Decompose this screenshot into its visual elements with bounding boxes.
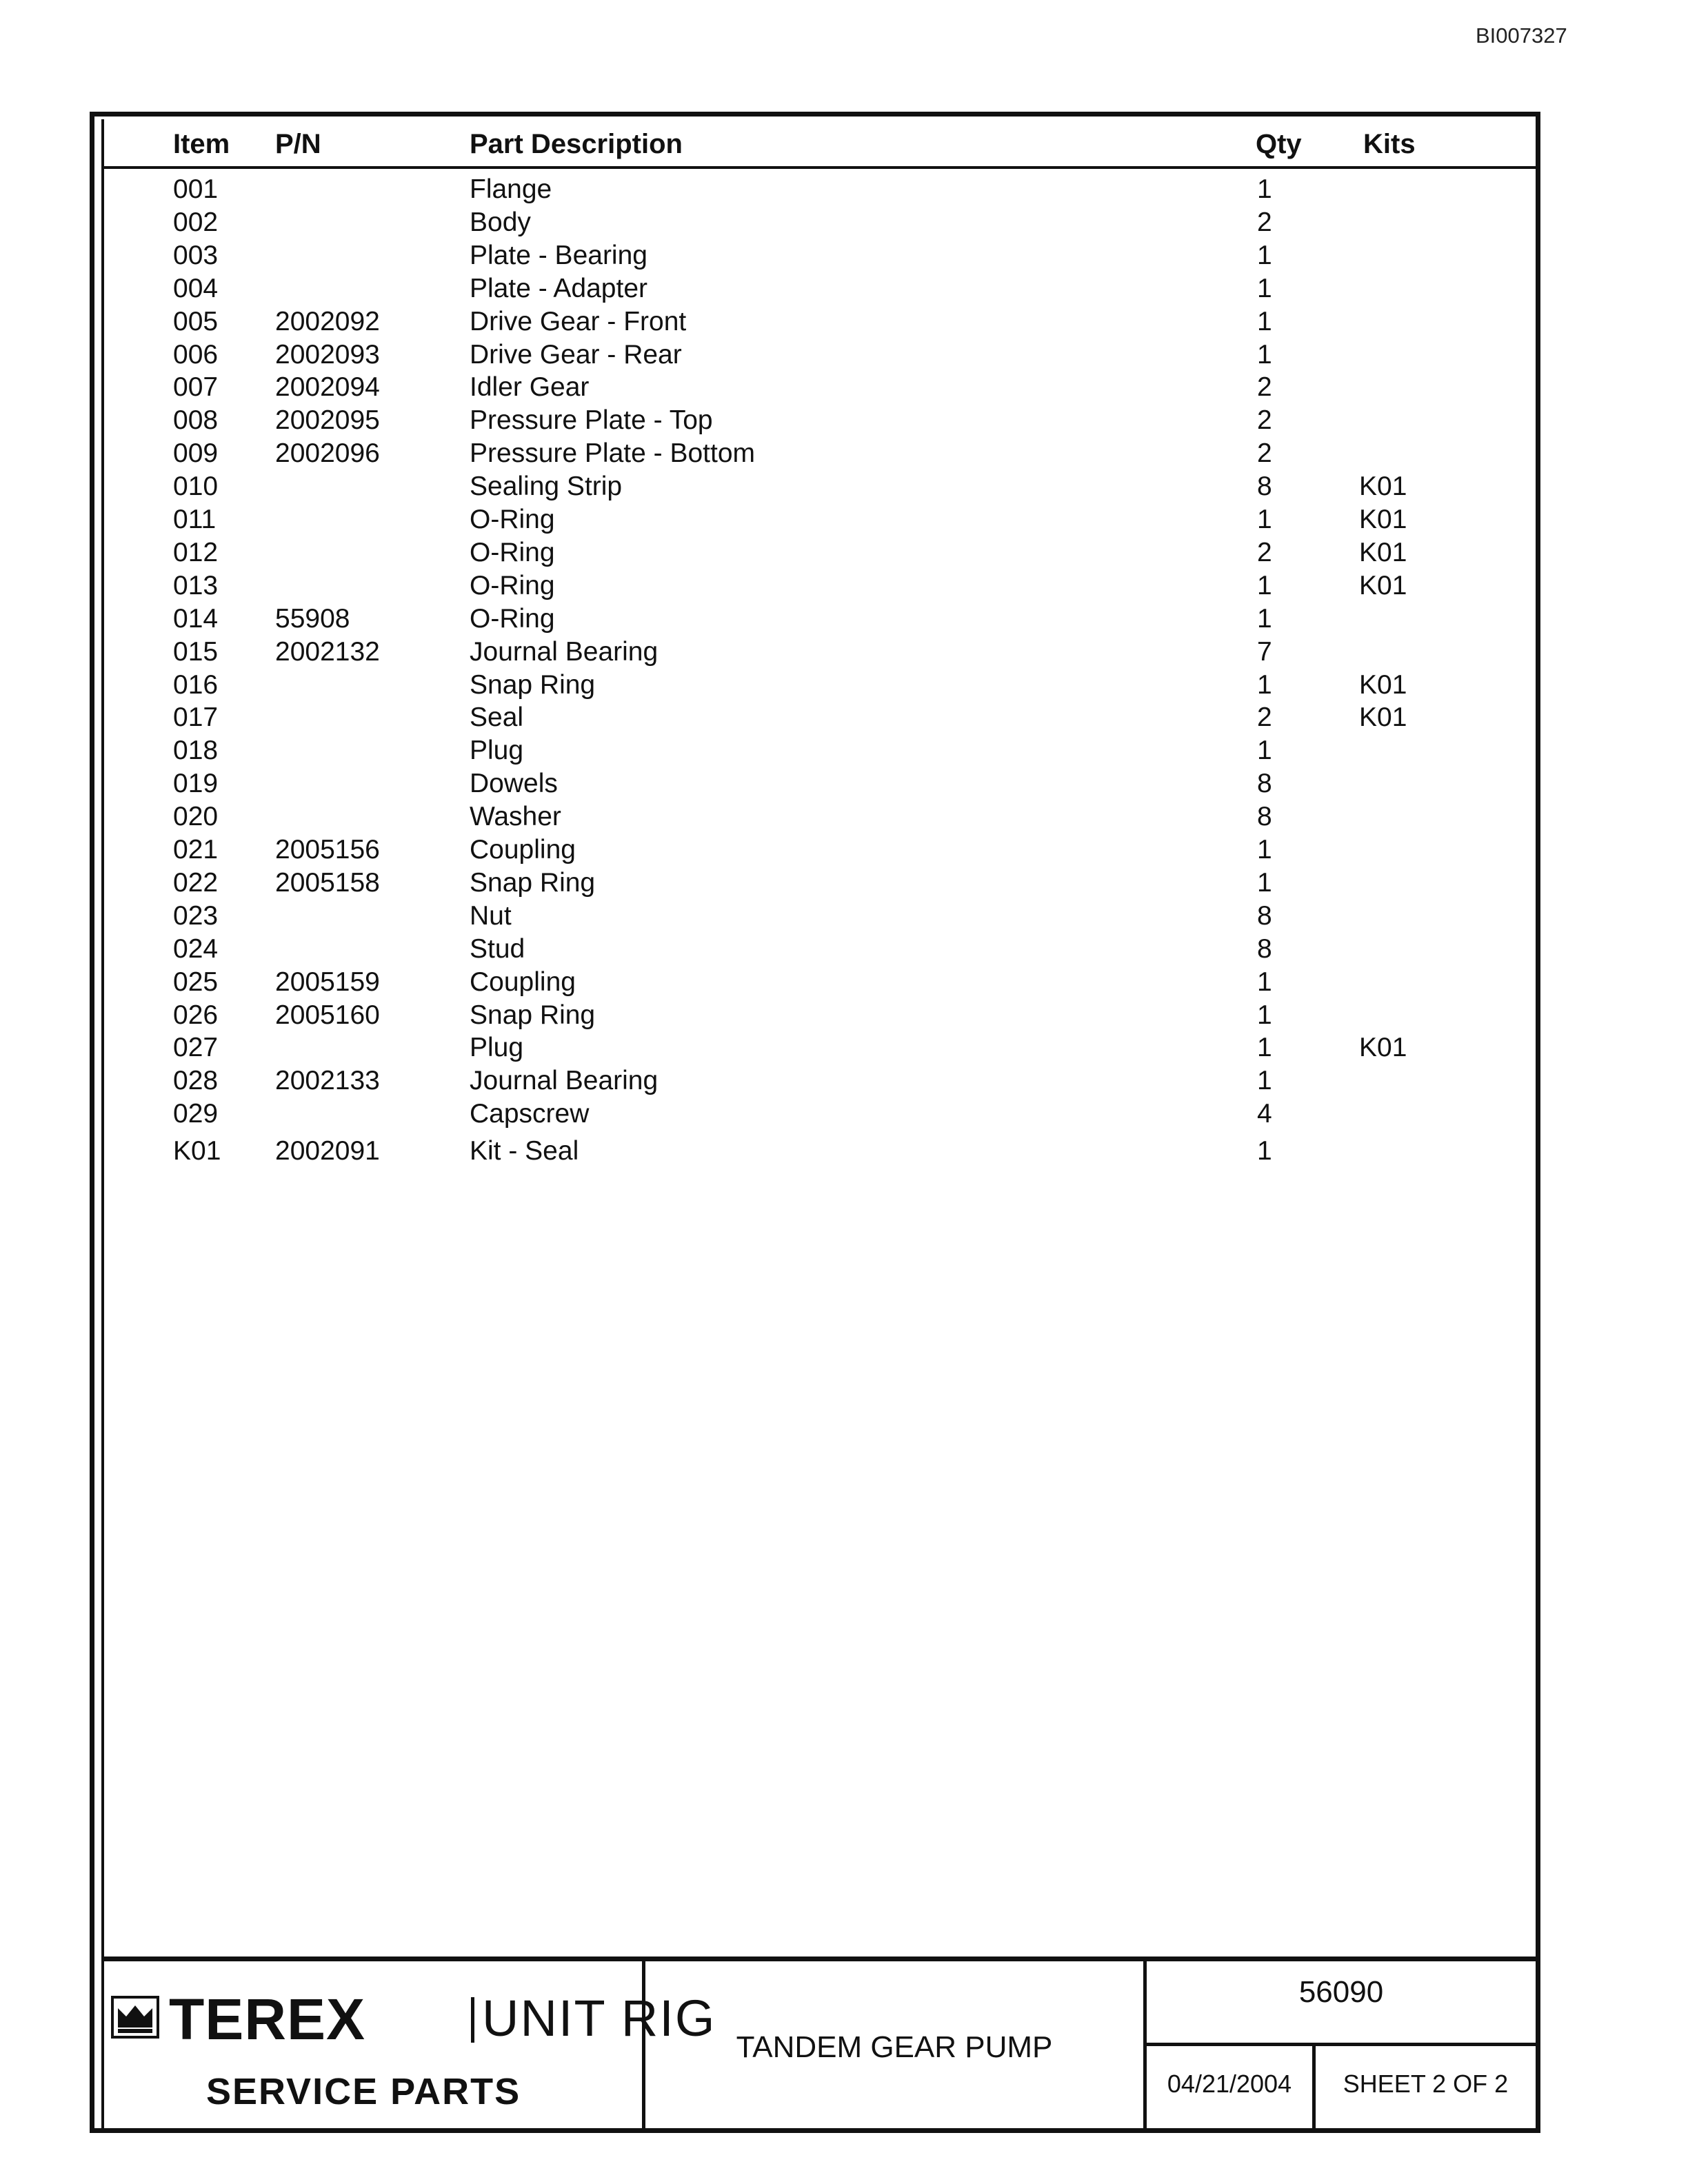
row-description: Plug [470,1033,524,1063]
row-qty: 1 [1257,967,1272,997]
table-row [104,274,1536,307]
row-item: 027 [173,1033,219,1063]
row-item: 016 [173,669,219,700]
row-part-number: 2002094 [275,372,380,403]
row-part-number: 2005159 [275,967,380,997]
row-item: 025 [173,967,219,997]
table-row [104,637,1536,670]
table-row [104,405,1536,438]
row-qty: 8 [1257,900,1272,931]
row-description: Plate - Adapter [470,273,647,303]
table-row [104,241,1536,274]
row-item: 012 [173,537,219,567]
table-row [104,802,1536,835]
row-description: Snap Ring [470,669,596,700]
row-qty: 1 [1257,835,1272,865]
row-qty: 1 [1257,240,1272,270]
row-item: 023 [173,900,219,931]
brand-name: TEREX [169,1987,366,2052]
row-item: 003 [173,240,219,270]
row-item: K01 [173,1136,221,1166]
table-row [104,934,1536,967]
row-description: O-Ring [470,570,555,600]
header-pn: P/N [275,129,321,159]
row-item: 009 [173,438,219,469]
row-description: O-Ring [470,537,555,567]
row-part-number: 2002096 [275,438,380,469]
row-kits: K01 [1359,570,1407,600]
table-row [104,769,1536,802]
info-cell [1147,1961,1536,2128]
row-kits: K01 [1359,505,1407,534]
row-qty: 1 [1257,174,1272,204]
row-qty: 2 [1257,372,1272,403]
row-item: 001 [173,174,219,204]
row-item: 024 [173,933,219,964]
table-row [104,835,1536,868]
row-qty: 1 [1257,505,1272,534]
header-kits: Kits [1363,129,1416,159]
row-qty: 8 [1257,802,1272,832]
row-kits: K01 [1359,472,1407,502]
row-item: 026 [173,1000,219,1030]
row-description: O-Ring [470,603,555,634]
drawing-number: 56090 [1147,1961,1536,2046]
row-description: O-Ring [470,505,555,534]
row-description: Journal Bearing [470,636,659,667]
title-block [104,1957,1536,2128]
row-item: 004 [173,273,219,303]
table-row [104,340,1536,373]
row-description: Pressure Plate - Bottom [470,438,755,469]
document-id: BI007327 [1476,23,1567,48]
row-description: Journal Bearing [470,1066,659,1096]
table-header [104,119,1536,169]
row-description: Coupling [470,835,576,865]
row-kits: K01 [1359,1033,1407,1063]
row-qty: 7 [1257,636,1272,667]
row-part-number: 2005158 [275,867,380,898]
row-kits: K01 [1359,702,1407,733]
row-item: 005 [173,306,219,336]
row-qty: 1 [1257,339,1272,370]
row-item: 002 [173,207,219,237]
table-row [104,1066,1536,1099]
row-qty: 1 [1257,736,1272,766]
row-qty: 1 [1257,603,1272,634]
row-qty: 1 [1257,1000,1272,1030]
table-row [104,1099,1536,1132]
row-qty: 1 [1257,669,1272,700]
row-part-number: 2002092 [275,306,380,336]
table-row [104,472,1536,505]
brand-divider [471,1997,474,2043]
table-row [104,1136,1536,1169]
drawing-title: TANDEM GEAR PUMP [736,2030,1053,2064]
row-qty: 1 [1257,273,1272,303]
row-item: 018 [173,736,219,766]
sheet-number: SHEET 2 OF 2 [1343,2070,1509,2098]
row-qty: 8 [1257,933,1272,964]
row-qty: 2 [1257,207,1272,237]
row-item: 010 [173,472,219,502]
table-row [104,505,1536,538]
row-qty: 2 [1257,438,1272,469]
table-row [104,571,1536,604]
row-description: Flange [470,174,552,204]
row-qty: 1 [1257,867,1272,898]
header-description: Part Description [470,129,683,159]
parts-list-frame [90,112,1540,2133]
row-item: 014 [173,603,219,634]
logo-cell [104,1961,716,2128]
row-qty: 8 [1257,472,1272,502]
row-item: 006 [173,339,219,370]
row-qty: 8 [1257,769,1272,799]
row-item: 029 [173,1099,219,1129]
row-qty: 1 [1257,570,1272,600]
row-description: Snap Ring [470,1000,596,1030]
row-item: 020 [173,802,219,832]
table-row [104,1000,1536,1033]
row-qty: 1 [1257,1066,1272,1096]
row-qty: 4 [1257,1099,1272,1129]
row-description: Nut [470,900,512,931]
table-row [104,736,1536,769]
row-description: Capscrew [470,1099,590,1129]
table-row [104,208,1536,241]
brand-subname: UNIT RIG [482,1990,716,2047]
row-description: Idler Gear [470,372,590,403]
row-description: Drive Gear - Front [470,306,687,336]
table-row [104,604,1536,637]
row-description: Plate - Bearing [470,240,647,270]
row-description: Seal [470,702,524,733]
row-description: Dowels [470,769,558,799]
row-part-number: 2005156 [275,835,380,865]
row-description: Coupling [470,967,576,997]
header-item: Item [173,129,230,159]
row-qty: 1 [1257,306,1272,336]
row-item: 022 [173,867,219,898]
row-item: 019 [173,769,219,799]
row-description: Stud [470,933,525,964]
row-qty: 1 [1257,1033,1272,1063]
terex-crown-logo-icon [111,1996,159,2039]
row-item: 017 [173,702,219,733]
drawing-date: 04/21/2004 [1147,2046,1316,2128]
row-item: 008 [173,405,219,436]
table-row [104,538,1536,571]
service-parts-label: SERVICE PARTS [206,2071,521,2112]
table-row [104,967,1536,1000]
table-row [104,174,1536,208]
table-row [104,307,1536,340]
row-kits: K01 [1359,669,1407,700]
table-row [104,438,1536,472]
row-part-number: 2005160 [275,1000,380,1030]
row-description: Body [470,207,531,237]
row-description: Pressure Plate - Top [470,405,713,436]
row-item: 011 [173,505,217,534]
row-description: Drive Gear - Rear [470,339,682,370]
table-row [104,670,1536,703]
row-item: 021 [173,835,219,865]
table-row [104,372,1536,405]
table-row [104,702,1536,736]
row-part-number: 2002091 [275,1136,380,1166]
row-qty: 2 [1257,405,1272,436]
header-qty: Qty [1256,129,1302,159]
title-cell [645,1961,1147,2128]
row-part-number: 2002132 [275,636,380,667]
row-kits: K01 [1359,537,1407,567]
table-row [104,1033,1536,1066]
table-row [104,868,1536,901]
row-qty: 2 [1257,537,1272,567]
row-item: 007 [173,372,219,403]
row-item: 028 [173,1066,219,1096]
row-part-number: 2002093 [275,339,380,370]
row-description: Snap Ring [470,867,596,898]
row-qty: 1 [1257,1136,1272,1166]
row-description: Plug [470,736,524,766]
row-part-number: 2002095 [275,405,380,436]
parts-table [101,119,1536,2128]
row-description: Kit - Seal [470,1136,579,1166]
row-item: 015 [173,636,219,667]
row-item: 013 [173,570,219,600]
row-description: Washer [470,802,561,832]
row-part-number: 55908 [275,603,350,634]
table-row [104,901,1536,934]
row-description: Sealing Strip [470,472,623,502]
row-qty: 2 [1257,702,1272,733]
row-part-number: 2002133 [275,1066,380,1096]
